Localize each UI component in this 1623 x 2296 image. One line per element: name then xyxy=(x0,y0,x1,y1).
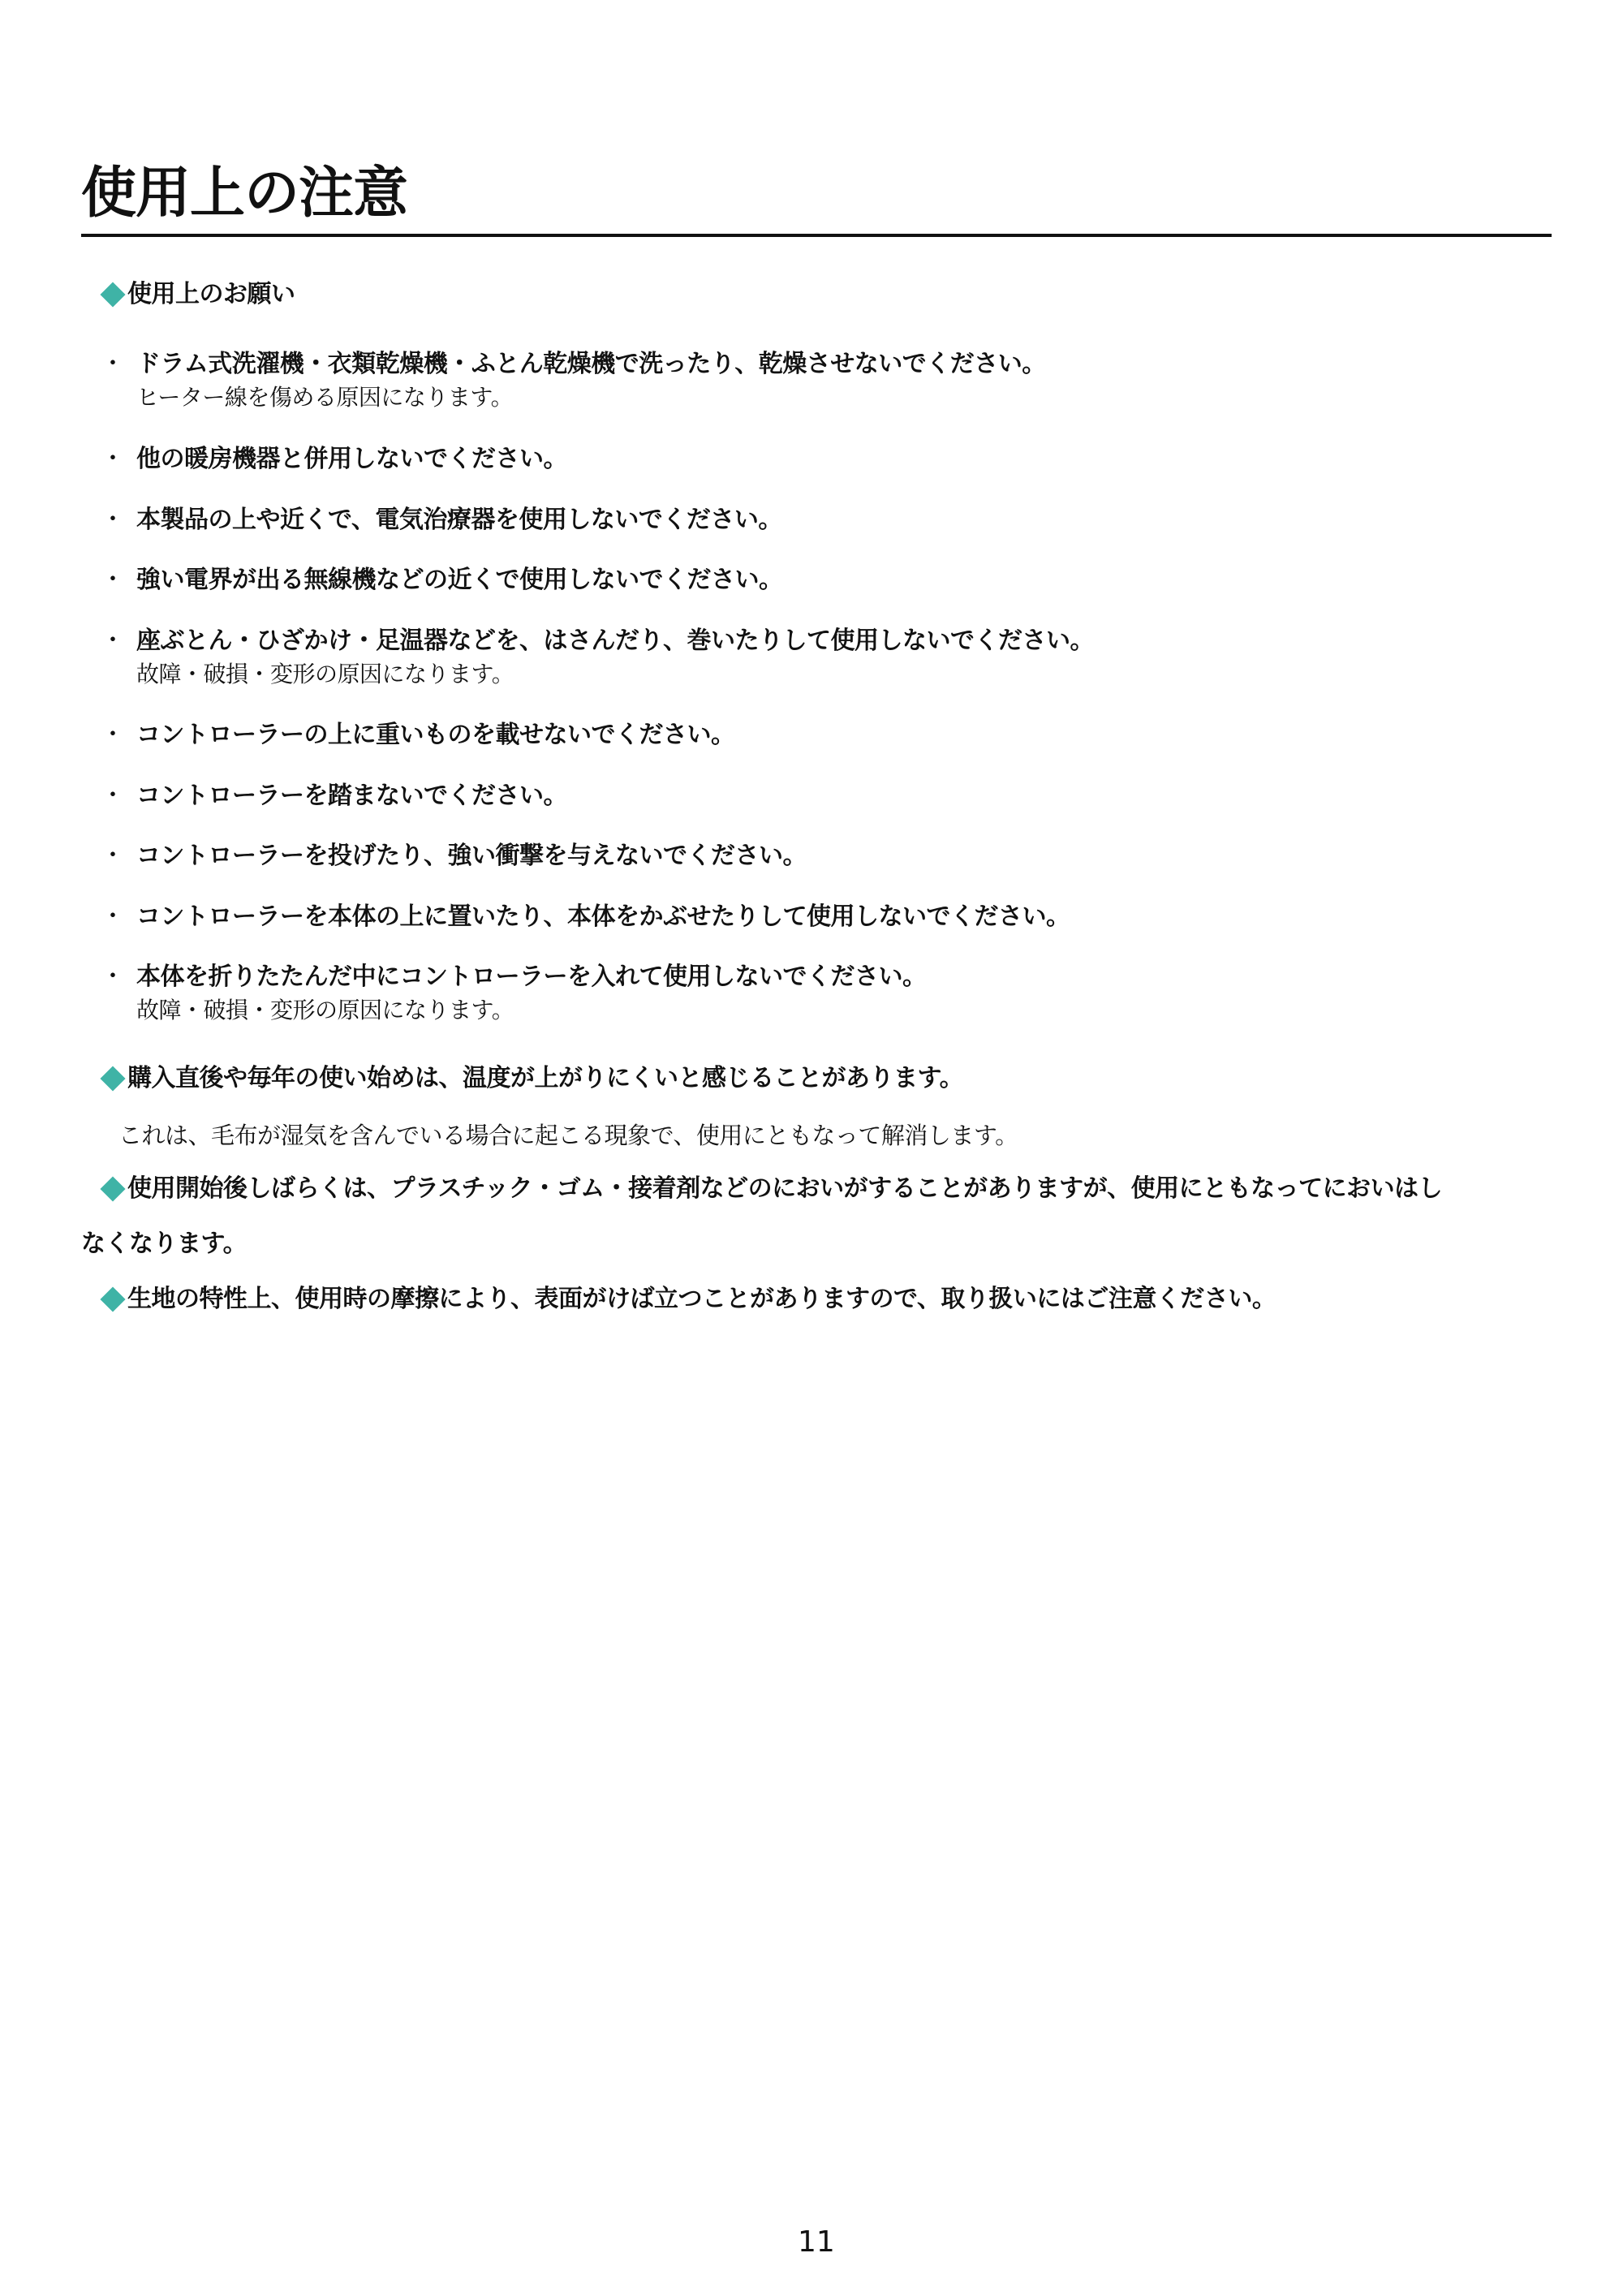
temperature-notice-body: これは、毛布が湿気を含んでいる場合に起こる現象で、使用にともなって解消します。 xyxy=(118,1122,1018,1149)
bullet-dot: ・ xyxy=(101,782,125,810)
temperature-notice-heading: 購入直後や毎年の使い始めは、温度が上がりにくいと感じることがあります。 xyxy=(127,1064,964,1092)
page-title: 使用上の注意 xyxy=(81,162,408,226)
list-item: ドラム式洗濯機・衣類乾燥機・ふとん乾燥機で洗ったり、乾燥させないでください。 xyxy=(136,350,1046,378)
bullet-dot: ・ xyxy=(101,627,125,655)
bullet-dot: ・ xyxy=(101,445,125,473)
list-item: 強い電界が出る無線機などの近くで使用しないでください。 xyxy=(136,566,783,594)
diamond-bullet-icon xyxy=(100,1176,125,1201)
list-item: コントローラーの上に重いものを載せないでください。 xyxy=(136,721,735,749)
bullet-dot: ・ xyxy=(101,963,125,991)
bullet-dot: ・ xyxy=(101,902,125,931)
bullet-dot: ・ xyxy=(101,506,125,534)
list-item: 本体を折りたたんだ中にコントローラーを入れて使用しないでください。 xyxy=(136,963,927,991)
page-number: 11 xyxy=(798,2225,835,2259)
list-item-note: 故障・破損・変形の原因になります。 xyxy=(136,661,514,687)
list-item: 本製品の上や近くで、電気治療器を使用しないでください。 xyxy=(136,506,782,534)
list-item-note: ヒーター線を傷める原因になります。 xyxy=(136,384,514,411)
bullet-dot: ・ xyxy=(101,842,125,870)
odor-notice-line2: なくなります。 xyxy=(81,1230,248,1258)
list-item: コントローラーを本体の上に置いたり、本体をかぶせたりして使用しないでください。 xyxy=(136,902,1070,931)
odor-notice-line1: 使用開始後しばらくは、プラスチック・ゴム・接着剤などのにおいがすることがありますが、使用にともなってにおいはし xyxy=(127,1174,1443,1203)
bullet-dot: ・ xyxy=(101,566,125,594)
section-heading: 使用上のお願い xyxy=(127,280,295,308)
bullet-dot: ・ xyxy=(101,350,125,378)
pilling-notice: 生地の特性上、使用時の摩擦により、表面がけば立つことがありますので、取り扱いにはご注意ください。 xyxy=(127,1285,1276,1313)
bullet-dot: ・ xyxy=(101,721,125,749)
list-item: 他の暖房機器と併用しないでください。 xyxy=(136,445,567,473)
list-item: コントローラーを投げたり、強い衝撃を与えないでください。 xyxy=(136,842,807,870)
list-item-note: 故障・破損・変形の原因になります。 xyxy=(136,997,514,1023)
title-divider xyxy=(81,234,1552,237)
diamond-bullet-icon xyxy=(100,1066,125,1091)
list-item: コントローラーを踏まないでください。 xyxy=(136,782,567,810)
diamond-bullet-icon xyxy=(100,282,125,307)
list-item: 座ぶとん・ひざかけ・足温器などを、はさんだり、巻いたりして使用しないでください。 xyxy=(136,627,1094,655)
diamond-bullet-icon xyxy=(100,1286,125,1312)
